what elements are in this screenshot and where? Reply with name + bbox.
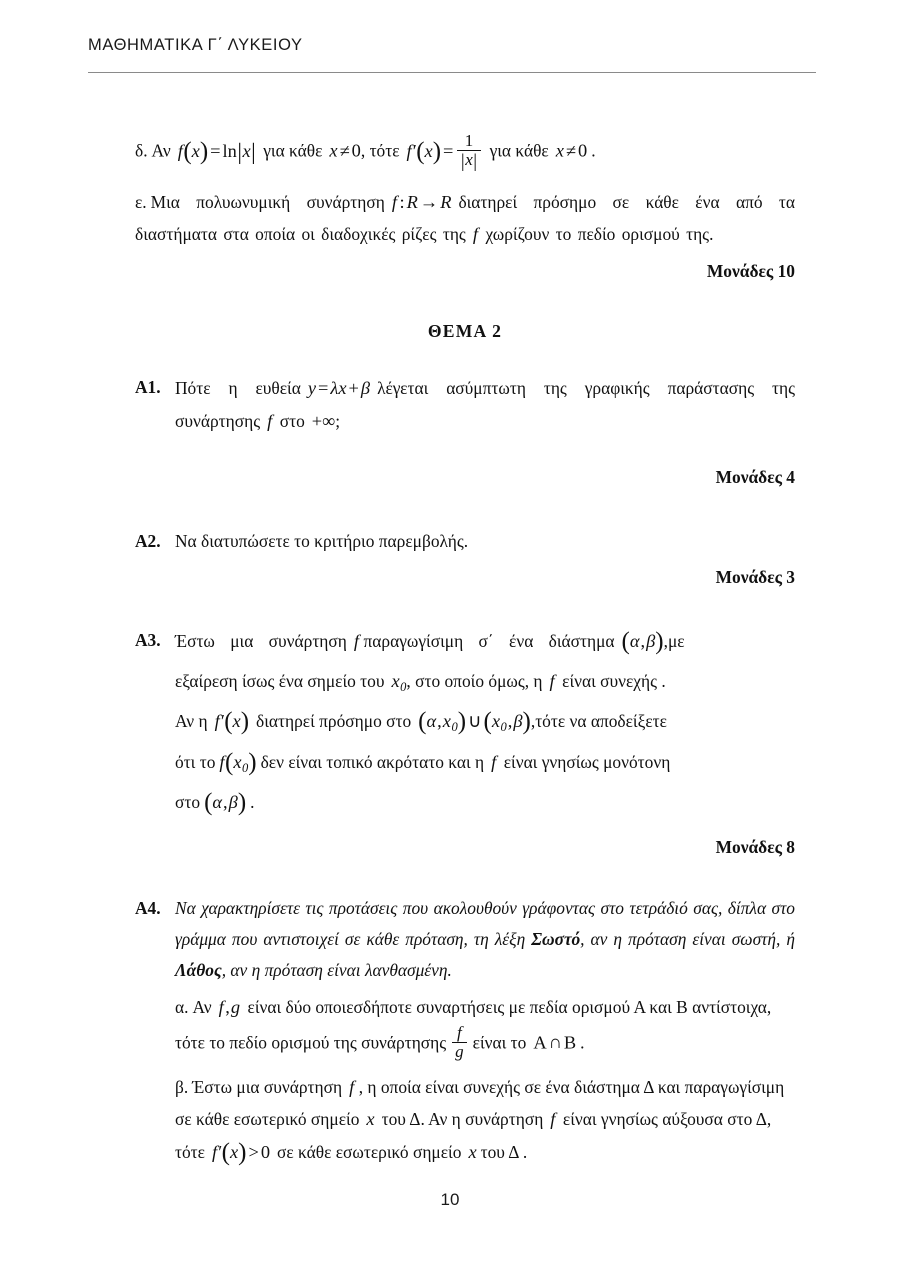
a3-l4-text-3: είναι γνησίως μονότονη [503, 751, 671, 772]
a3-l1-text-2: παραγωγίσιμη σ΄ ένα διάστημα [363, 631, 615, 652]
item-epsilon-label: ε. [135, 191, 147, 212]
question-a1-text-2: λέγεται ασύμπτωτη της γραφικής παράστασης της συνάρτησης [175, 377, 795, 431]
a4-a-text-1: Αν [192, 997, 212, 1018]
a4-b-text-3: του Δ. Αν η συνάρτηση [381, 1109, 544, 1130]
a4-a-math-3: A ∩ B [533, 1032, 577, 1053]
item-epsilon-text-1: Μια πολυωνυμική συνάρτηση [150, 191, 385, 212]
header-divider [88, 72, 816, 73]
units-a1: Μονάδες 4 [715, 467, 795, 488]
a3-l1-math-1: f [353, 631, 360, 652]
a3-l2-math-2: f [549, 671, 555, 692]
a3-l3-math-1: f′(x) [214, 708, 250, 736]
question-a1-body [175, 372, 795, 438]
a3-l2-text-1: εξαίρεση ίσως ένα σημείο του [175, 671, 385, 692]
a3-l3-text-1: Αν η [175, 711, 208, 732]
a4-b-math-4: f′(x) > 0 [211, 1139, 271, 1167]
question-a1-text-1: Πότε η ευθεία [175, 377, 301, 398]
a3-l3-text-2: διατηρεί πρόσημο στο [256, 711, 412, 732]
item-delta-text-2: για κάθε [263, 140, 323, 161]
a4-b-math-2: x [366, 1109, 375, 1130]
a4-b-math-5: x [468, 1142, 477, 1163]
units-a2: Μονάδες 3 [715, 566, 795, 587]
a3-l1-text-3: ,με [663, 631, 685, 652]
item-delta [135, 131, 795, 173]
a3-l2-text-3: είναι συνεχής . [562, 671, 666, 692]
item-epsilon [135, 186, 795, 252]
a3-l2-math-1: $x_0$ [391, 671, 407, 695]
item-delta-math-2: x ≠ 0 [329, 140, 361, 161]
question-a3-line-2 [175, 665, 795, 698]
item-delta-math-3: f′(x) = $\frac{1}{|x|}$ [407, 141, 483, 161]
question-a3-label: A3. [135, 630, 161, 651]
units-a3: Μονάδες 8 [715, 836, 795, 857]
item-epsilon-math-1: f : R → R [391, 191, 452, 212]
page-footer [0, 1190, 900, 1210]
a3-l5-math-1: (α,β) [204, 788, 247, 816]
page-header [88, 36, 816, 55]
question-a4-intro [175, 893, 795, 986]
a4-b-text-2: , η οποία είναι συνεχής σε ένα διάστημα Δ και παραγωγίσιμη σε κάθε εσωτερικό σημείο [175, 1076, 785, 1130]
question-a3-line-3 [175, 705, 795, 738]
a4-b-math-3: f [550, 1109, 556, 1130]
a4-a-text-2: είναι δύο οποιεσδήποτε συναρτήσεις με πεδία ορισμού Α και Β αντίστοιχα, τότε το πεδίο ορισμού της συνάρτησης [175, 997, 772, 1053]
a4-a-math-1: f,g [218, 997, 241, 1018]
a4-b-label: β. [175, 1076, 189, 1097]
a4-b-text-5: σε κάθε εσωτερικό σημείο [277, 1142, 462, 1163]
a4-intro-text-3: , αν η πρόταση είναι λανθασμένη. [221, 960, 452, 981]
item-delta-text-5: . [591, 140, 596, 161]
units-theme1: Μονάδες 10 [706, 261, 795, 282]
question-a4-sub-b [175, 1071, 795, 1169]
item-epsilon-math-2: f [472, 224, 478, 245]
a4-intro-text-2: , αν η πρόταση είναι σωστή, ή [580, 929, 795, 950]
question-a3-line-5 [175, 786, 795, 819]
a3-l5-text-2: . [250, 791, 255, 812]
a4-word-wrong: Λάθος [175, 960, 222, 981]
question-a4-label: A4. [135, 898, 161, 919]
a3-l3-text-3: ,τότε να αποδείξετε [530, 711, 667, 732]
a3-l4-math-1: $f(x_0)$ [219, 748, 257, 776]
a3-l4-math-2: f [491, 751, 497, 772]
a3-l2-text-2: , στο οποίο όμως, η [406, 671, 543, 692]
a3-l1-text-1: Έστω μια συνάρτηση [175, 631, 347, 652]
question-a1-text-3: στο [279, 410, 305, 431]
question-a4-sub-a [175, 991, 795, 1061]
a3-l3-math-2: $(\alpha,x_0)$ $\cup(x_0,\beta)$ [418, 708, 531, 736]
question-a1-math-2: f [267, 410, 273, 431]
question-a3-line-4 [175, 746, 795, 779]
item-epsilon-text-3: χωρίζουν το πεδίο ορισμού της. [485, 224, 714, 245]
section-heading-thema2: ΘΕΜΑ 2 [427, 320, 503, 341]
header-title: ΜΑΘΗΜΑΤΙΚΑ Γ΄ ΛΥΚΕΙΟΥ [88, 36, 303, 54]
question-a1-text-4: ; [335, 410, 341, 431]
question-a2-label: A2. [135, 530, 161, 551]
item-delta-math-1: f(x) = ln|x| [177, 137, 256, 165]
question-a2 [135, 526, 795, 557]
a4-a-text-4: . [580, 1032, 585, 1053]
item-delta-math-4: x ≠ 0 [555, 140, 588, 161]
item-delta-text-1: Αν [151, 140, 171, 161]
a4-a-math-2: $\frac{f}{g}$ [450, 1032, 469, 1052]
question-a1 [135, 372, 795, 438]
a4-a-label: α. [175, 997, 189, 1018]
question-a3 [135, 625, 795, 818]
question-a2-body: Να διατυπώσετε το κριτήριο παρεμβολής. [175, 530, 469, 551]
question-a4 [135, 893, 795, 1169]
a4-a-text-3: είναι το [472, 1032, 527, 1053]
a4-intro-text-1: Να χαρακτηρίσετε τις προτάσεις που ακολουθούν γράφοντας στο τετράδιό σας, δίπλα στο γράμμα που αντιστοιχεί σε κάθε πρόταση, τη λέξη [175, 898, 795, 950]
page-number: 10 [440, 1190, 460, 1209]
item-delta-text-4: για κάθε [489, 140, 549, 161]
a4-b-math-1: f [349, 1076, 355, 1097]
question-a1-math-1: y = λx + β [307, 377, 371, 398]
item-delta-text-3: , τότε [360, 140, 400, 161]
item-delta-label: δ. [135, 140, 148, 161]
question-a3-line-1 [175, 625, 795, 658]
a4-b-text-6: του Δ . [480, 1142, 528, 1163]
question-a1-math-3: +∞ [311, 410, 336, 431]
a4-b-text-4: είναι γνησίως αύξουσα στο Δ, τότε [175, 1109, 772, 1163]
a4-word-correct: Σωστό [531, 929, 581, 950]
a3-l4-text-2: δεν είναι τοπικό ακρότατο και η [260, 751, 485, 772]
a4-b-text-1: Έστω μια συνάρτηση [192, 1076, 343, 1097]
document-content [135, 130, 795, 1169]
a3-l5-text-1: στο [175, 791, 201, 812]
item-epsilon-text-2: διατηρεί πρόσημο σε κάθε ένα από τα διαστήματα στα οποία οι διαδοχικές ρίζες της [135, 191, 796, 245]
a3-l4-text-1: ότι το [175, 751, 216, 772]
question-a1-label: A1. [135, 376, 161, 397]
a3-l1-math-2: (α,β) [621, 628, 664, 656]
